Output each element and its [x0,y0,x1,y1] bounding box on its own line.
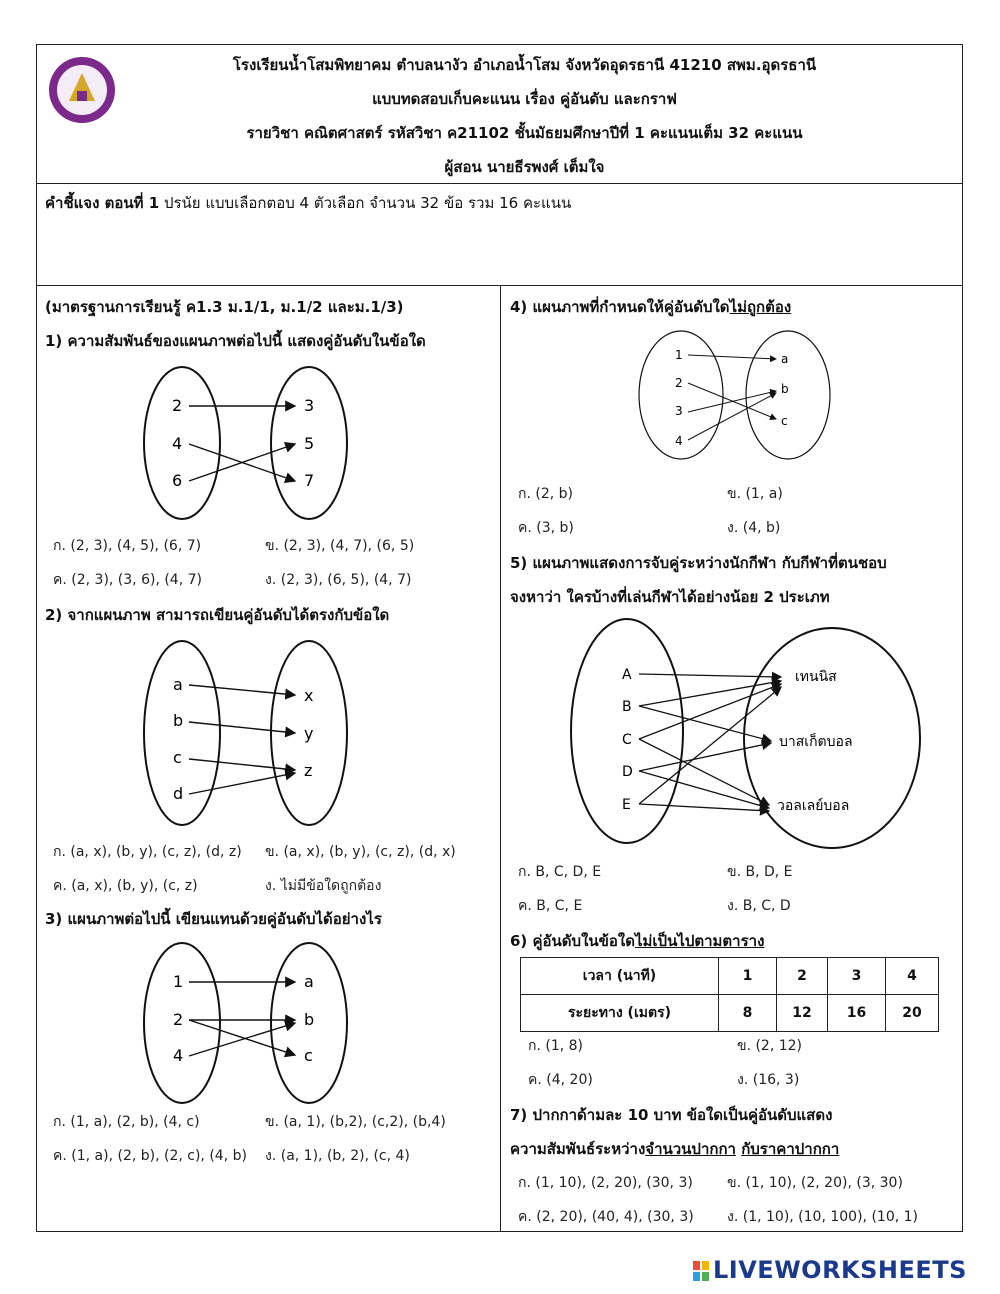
q4-arrow [688,391,776,412]
q5-text-2: จงหาว่า ใครบ้างที่เล่นกีฬาได้อย่างน้อย 2 ประเภท [510,588,830,606]
q3-arrow [189,1020,295,1055]
liveworksheets-icon [693,1261,709,1281]
column-divider [500,285,501,1232]
q2-arrow [189,759,295,770]
q4-option-c[interactable]: ค. (3, b) [518,520,574,536]
q3-right-2: c [304,1046,313,1065]
q2-left-1: b [173,711,184,730]
q6-row1-cell: 3 [828,958,886,995]
q1-option-b[interactable]: ข. (2, 3), (4, 7), (6, 5) [265,538,415,554]
q3-arrow [189,1023,295,1056]
q5-left-2: C [622,732,632,748]
q4-right-0: a [781,352,789,366]
q4-arrow [688,393,776,440]
liveworksheets-logo [693,1256,967,1284]
q4-arrow [688,355,776,359]
instructions-label: คำชี้แจง ตอนที่ 1 [45,194,160,212]
q7-option-a[interactable]: ก. (1, 10), (2, 20), (30, 3) [518,1175,693,1191]
q5-option-b[interactable]: ข. B, D, E [727,864,793,880]
q4-right-2: c [781,414,788,428]
q2-right-0: x [304,686,314,705]
q3-text: 3) แผนภาพต่อไปนี้ เขียนแทนด้วยคู่อันดับได้อย่างไร [45,910,382,928]
q7-option-b[interactable]: ข. (1, 10), (2, 20), (3, 30) [727,1175,903,1191]
q2-left-2: c [173,748,182,767]
q7-text-2: ความสัมพันธ์ระหว่างจำนวนปากกา กับราคาปากกา [510,1140,840,1158]
q6-row2-cell: 20 [886,995,939,1032]
q1-diagram [137,363,357,523]
q1-left-2: 6 [172,471,183,490]
q3-left-0: 1 [173,972,184,991]
q4-diagram [633,327,833,467]
q3-diagram [137,939,357,1109]
q5-left-3: D [622,764,633,780]
q5-arrow [639,743,771,771]
q4-option-d[interactable]: ง. (4, b) [727,520,781,536]
table-row [521,995,939,1032]
q6-text: 6) คู่อันดับในข้อใดไม่เป็นไปตามตาราง [510,932,765,950]
q1-option-d[interactable]: ง. (2, 3), (6, 5), (4, 7) [265,572,412,588]
header-school: โรงเรียนน้ำโสมพิทยาคม ตำบลนางัว อำเภอน้ำโสม จังหวัดอุดรธานี 41210 สพม.อุดรธานี [232,56,817,74]
q4-text: 4) แผนภาพที่กำหนดให้คู่อันดับใดไม่ถูกต้อง [510,298,792,316]
q2-option-d[interactable]: ง. ไม่มีข้อใดถูกต้อง [265,878,382,894]
q4-left-0: 1 [675,348,683,362]
q2-arrow [189,722,295,733]
q6-option-c[interactable]: ค. (4, 20) [528,1072,593,1088]
q3-right-1: b [304,1010,315,1029]
q3-option-c[interactable]: ค. (1, a), (2, b), (2, c), (4, b) [53,1148,247,1164]
q2-right-2: z [304,761,313,780]
q3-left-1: 2 [173,1010,184,1029]
q6-row2-label: ระยะทาง (เมตร) [521,995,719,1032]
q1-right-2: 7 [304,471,315,490]
q1-option-c[interactable]: ค. (2, 3), (3, 6), (4, 7) [53,572,202,588]
q4-text-underline: ไม่ถูกต้อง [729,298,792,316]
worksheet [36,44,963,1232]
q1-option-a[interactable]: ก. (2, 3), (4, 5), (6, 7) [53,538,202,554]
q5-option-a[interactable]: ก. B, C, D, E [518,864,602,880]
q1-text: 1) ความสัมพันธ์ของแผนภาพต่อไปนี้ แสดงคู่อันดับในข้อใด [45,332,426,350]
q5-diagram [567,613,927,853]
q3-option-b[interactable]: ข. (a, 1), (b,2), (c,2), (b,4) [265,1114,446,1130]
q3-option-a[interactable]: ก. (1, a), (2, b), (4, c) [53,1114,200,1130]
q6-row1-cell: 1 [719,958,777,995]
header-subject: รายวิชา คณิตศาสตร์ รหัสวิชา ค21102 ชั้นมัธยมศึกษาปีที่ 1 คะแนนเต็ม 32 คะแนน [246,124,803,142]
q2-right-1: y [304,724,314,743]
q6-row2-cell: 8 [719,995,777,1032]
q4-option-b[interactable]: ข. (1, a) [727,486,783,502]
q1-right-0: 3 [304,396,315,415]
q4-left-3: 4 [675,434,683,448]
q7-option-c[interactable]: ค. (2, 20), (40, 4), (30, 3) [518,1209,694,1225]
q6-row2-cell: 12 [777,995,828,1032]
q6-row1-cell: 4 [886,958,939,995]
q6-option-a[interactable]: ก. (1, 8) [528,1038,584,1054]
q5-right-2: วอลเลย์บอล [777,798,850,814]
q2-diagram [137,635,357,835]
q5-arrow [639,681,781,706]
q1-left-1: 4 [172,434,183,453]
q2-text: 2) จากแผนภาพ สามารถเขียนคู่อันดับได้ตรงกับข้อใด [45,606,390,624]
q2-left-3: d [173,784,184,803]
q7-option-d[interactable]: ง. (1, 10), (10, 100), (10, 1) [727,1209,918,1225]
q2-arrow [189,685,295,695]
q3-right-0: a [304,972,314,991]
q5-right-1: บาสเก็ตบอล [779,734,853,750]
q5-arrow [639,804,769,811]
q2-option-c[interactable]: ค. (a, x), (b, y), (c, z) [53,878,198,894]
q6-text-underline: ไม่เป็นไปตามตาราง [634,932,765,950]
standard-label: (มาตรฐานการเรียนรู้ ค1.3 ม.1/1, ม.1/2 และม.1/3) [45,298,404,316]
instructions [37,183,962,286]
q6-table [520,957,939,1032]
header-teacher: ผู้สอน นายธีรพงศ์ เต็มใจ [444,158,605,176]
q6-option-b[interactable]: ข. (2, 12) [737,1038,803,1054]
q2-option-b[interactable]: ข. (a, x), (b, y), (c, z), (d, x) [265,844,456,860]
table-row [521,958,939,995]
q5-option-c[interactable]: ค. B, C, E [518,898,583,914]
q5-right-0: เทนนิส [795,669,837,685]
q1-right-1: 5 [304,434,315,453]
q6-option-d[interactable]: ง. (16, 3) [737,1072,800,1088]
q2-left-0: a [173,675,183,694]
q6-row1-cell: 2 [777,958,828,995]
q5-text-1: 5) แผนภาพแสดงการจับคู่ระหว่างนักกีฬา กับกีฬาที่ตนชอบ [510,554,887,572]
instructions-text: ปรนัย แบบเลือกตอบ 4 ตัวเลือก จำนวน 32 ข้อ รวม 16 คะแนน [159,194,572,212]
school-logo [47,55,117,125]
q3-left-2: 4 [173,1046,184,1065]
q6-row1-label: เวลา (นาที) [521,958,719,995]
brand-text: LIVEWORKSHEETS [713,1256,967,1284]
q5-option-d[interactable]: ง. B, C, D [727,898,791,914]
q7-text-1: 7) ปากกาด้ามละ 10 บาท ข้อใดเป็นคู่อันดับแสดง [510,1106,833,1124]
q5-arrow [639,739,769,805]
q4-right-1: b [781,382,789,396]
header [37,45,962,184]
q5-left-1: B [622,699,632,715]
header-title: แบบทดสอบเก็บคะแนน เรื่อง คู่อันดับ และกราฟ [372,90,677,108]
q3-option-d[interactable]: ง. (a, 1), (b, 2), (c, 4) [265,1148,410,1164]
q1-left-0: 2 [172,396,183,415]
q4-left-1: 2 [675,376,683,390]
q2-option-a[interactable]: ก. (a, x), (b, y), (c, z), (d, z) [53,844,242,860]
q4-option-a[interactable]: ก. (2, b) [518,486,573,502]
q5-left-4: E [622,797,631,813]
q4-left-2: 3 [675,404,683,418]
q6-row2-cell: 16 [828,995,886,1032]
q5-left-0: A [622,667,632,683]
